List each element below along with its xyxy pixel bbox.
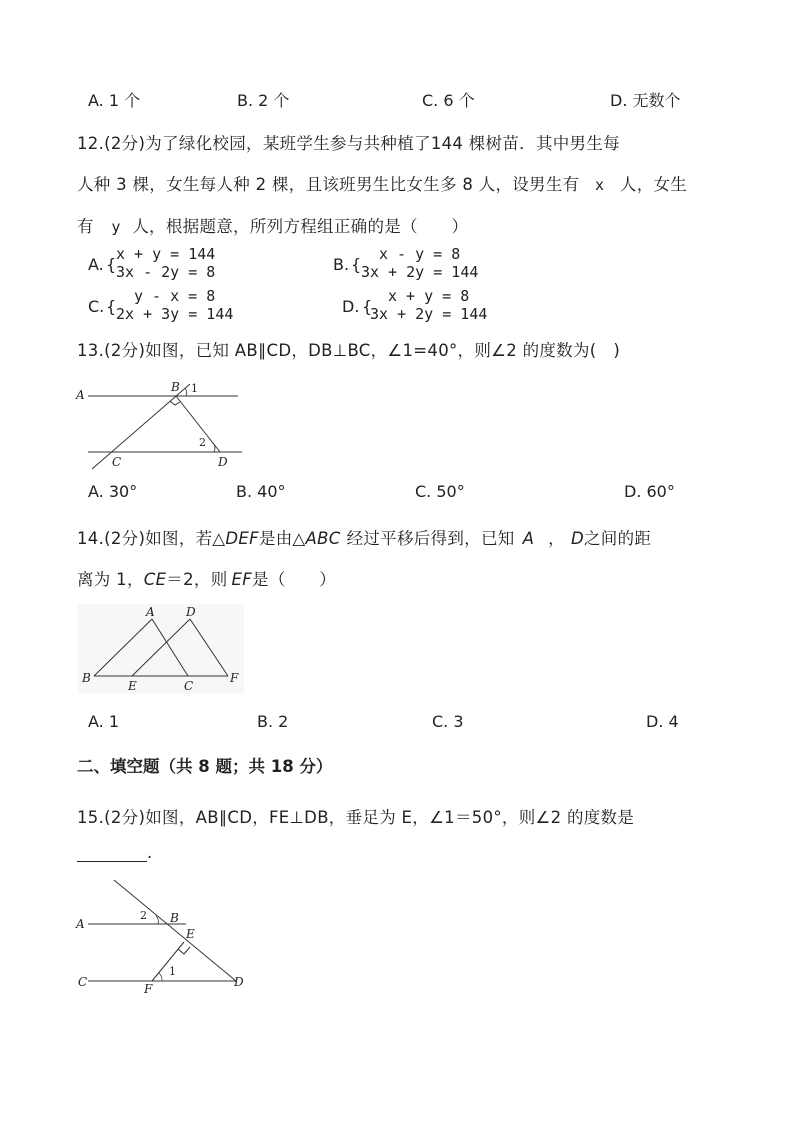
label-d: D [218,455,228,469]
label-f: F [230,671,239,685]
q12-line3-text: 人，根据题意，所列方程组正确的是（ ） [132,217,469,236]
label-d: D [234,975,244,989]
q15-question: 15.(2分)如图，AB∥CD，FE⊥DB，垂足为 E，∠1＝50°，则∠2 的度数是 [77,808,635,827]
q11-option-b: B. 2 个 [237,91,290,110]
q14-option-b: B. 2 [257,712,289,731]
label-a: A [76,388,85,402]
label-c: C [112,455,122,469]
line-fe [152,942,184,981]
q12-option-b-eq1: x - y = 8 [379,245,461,263]
q14-line2 [77,566,336,590]
label-a: A [76,917,85,931]
q12-line2-text: 人种 3 棵，女生每人种 2 棵，且该班男生比女生多 8 人，设男生有 [77,175,580,194]
brace-icon: { [106,255,117,274]
q13-option-d: D. 60° [624,482,675,501]
q14-line1 [77,525,651,549]
q12-option-b-eq2: 3x + 2y = 144 [361,263,479,281]
q14-option-a: A. 1 [88,712,120,731]
q15-answer-line [77,843,153,862]
q12-option-a-label: A. [88,255,104,274]
label-f: F [144,982,153,996]
q14-def: DEF [225,529,259,548]
label-a: A [146,605,155,619]
q14-abc: ABC [305,529,341,548]
q14-comma: ， [548,529,565,548]
q13-question: 13.(2分)如图，已知 AB∥CD，DB⊥BC，∠1=40°，则∠2 的度数为( ) [77,341,621,360]
label-d: D [186,605,196,619]
q12-option-d-eq1: x + y = 8 [388,287,470,305]
label-e: E [186,927,195,941]
q14-text-b: 是由△ [258,529,306,548]
q14-point-a: A [522,529,535,548]
q12-line2-end: 人，女生 [619,175,688,194]
q13-option-c: C. 50° [415,482,465,501]
q15-figure [74,874,254,996]
label-angle-2: 2 [140,909,147,922]
q12-option-c-eq1: y - x = 8 [134,287,216,305]
q14-point-d: D [570,529,584,548]
q13-option-b: B. 40° [236,482,286,501]
q12-line3 [77,213,468,237]
q12-option-c-label: C. [88,297,105,316]
q12-option-a-eq1: x + y = 144 [116,245,216,263]
angle-2-arc [156,916,158,924]
q12-line3-start: 有 [77,217,94,236]
q12-var-y: y [111,218,121,236]
q12-option-a-eq2: 3x - 2y = 8 [116,263,216,281]
q14-text-d: 之间的距 [583,529,652,548]
q12-line1: 12.(2分)为了绿化校园，某班学生参与共种植了144 棵树苗．其中男生每 [77,134,620,153]
label-angle-2: 2 [199,436,206,449]
label-b: B [170,911,179,925]
q14-text-f: ＝2，则 [166,570,228,589]
q14-ce: CE [143,570,167,589]
label-b: B [171,380,180,394]
section-title: 二、填空题（共 8 题；共 18 分） [77,757,333,776]
brace-icon: { [351,255,362,274]
label-e: E [128,679,137,693]
brace-icon: { [362,297,373,316]
q14-option-d: D. 4 [646,712,679,731]
answer-blank[interactable] [77,847,147,862]
q14-text-c: 经过平移后得到，已知 [346,529,515,548]
label-c: C [78,975,88,989]
right-angle-mark [178,947,190,954]
brace-icon: { [106,297,117,316]
q11-option-a: A. 1 个 [88,91,141,110]
line-bc [92,384,190,469]
label-angle-1: 1 [191,382,198,395]
label-c: C [184,679,194,693]
q12-option-c-eq2: 2x + 3y = 144 [116,305,234,323]
q12-line2 [77,171,687,195]
angle-1-arc [185,388,187,396]
q12-var-x: x [595,176,605,194]
right-angle-mark [170,401,180,405]
q15-period: . [147,843,153,862]
angle-1-arc [159,973,162,981]
q13-figure [74,374,244,474]
q14-option-c: C. 3 [432,712,464,731]
q14-text-e: 离为 1， [77,570,144,589]
q14-ef: EF [231,570,253,589]
q12-option-d-label: D. [342,297,360,316]
q11-option-d: D. 无数个 [610,91,681,110]
q13-option-a: A. 30° [88,482,138,501]
q12-option-b-label: B. [333,255,350,274]
q14-text-g: 是（ ） [252,570,337,589]
q14-figure [78,604,244,694]
q14-text-a: 14.(2分)如图，若△ [77,529,226,548]
angle-2-arc [212,442,215,452]
label-b: B [82,671,91,685]
q12-option-d-eq2: 3x + 2y = 144 [370,305,488,323]
q11-option-c: C. 6 个 [422,91,475,110]
label-angle-1: 1 [169,965,176,978]
